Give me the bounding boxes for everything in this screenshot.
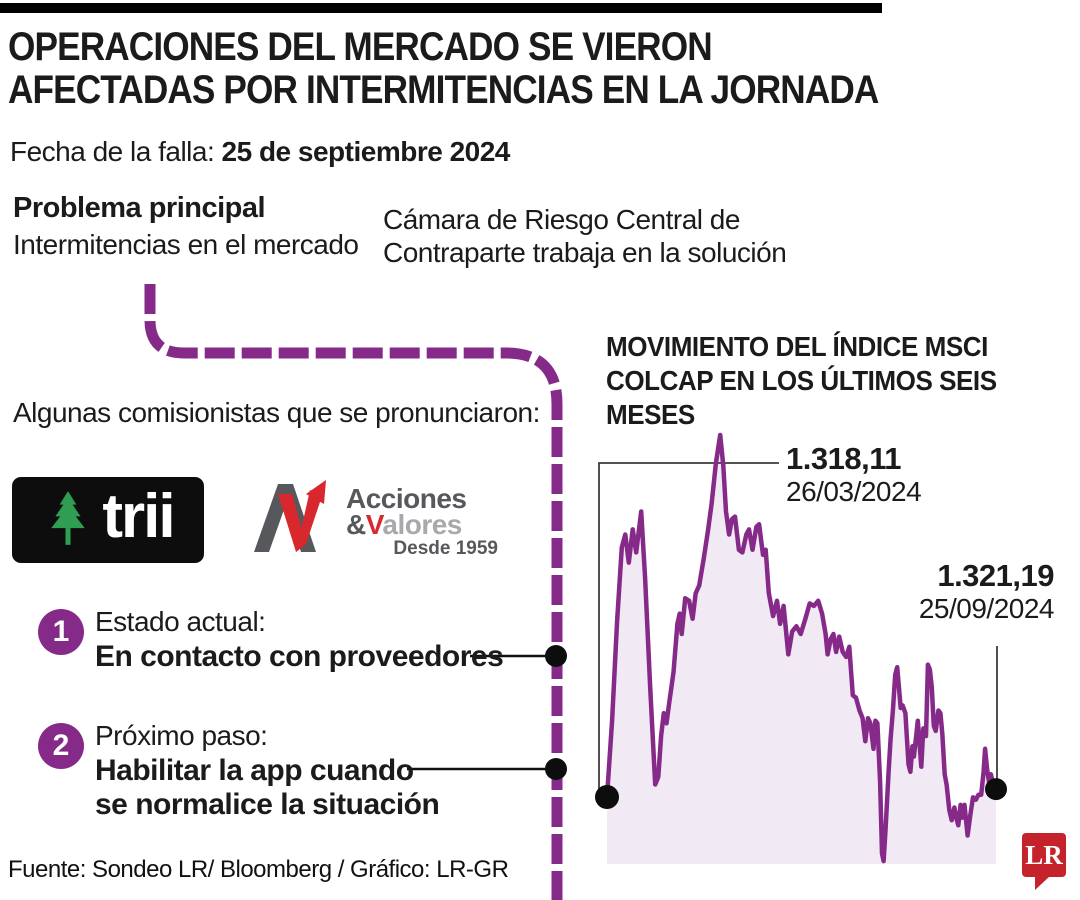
step1-detail: En contacto con proveedores — [95, 640, 504, 673]
chart-title-line2: COLCAP EN LOS ÚLTIMOS SEIS MESES — [606, 365, 997, 430]
problem-subtitle: Intermitencias en el mercado — [13, 229, 359, 260]
step2-connector-dot — [545, 758, 567, 780]
solution-note-line1: Cámara de Riesgo Central de — [383, 204, 740, 235]
step2-detail-line2: se normalice la situación — [95, 788, 440, 821]
chart-callout-start-value: 1.318,11 — [786, 441, 901, 476]
av-wordmark-top: Acciones — [346, 483, 467, 514]
step2-label: Próximo paso: — [95, 720, 268, 751]
solution-note — [383, 203, 786, 269]
source-credit: Fuente: Sondeo LR/ Bloomberg / Gráfico: LR-GR — [8, 856, 509, 883]
av-monogram-icon — [248, 478, 336, 561]
step1-connector-dot — [545, 645, 567, 667]
trii-logo — [12, 477, 204, 563]
top-bar — [0, 3, 882, 13]
trii-tree-icon — [42, 486, 94, 555]
chart-callout-end-value: 1.321,19 — [937, 558, 1054, 593]
trii-wordmark: trii — [102, 482, 174, 551]
chart-callout-end-date: 25/09/2024 — [918, 593, 1054, 624]
page-title — [8, 26, 906, 112]
brokers-heading: Algunas comisionistas que se pronunciaron: — [13, 397, 540, 428]
chart-callout-start — [786, 442, 921, 507]
step2-detail-line1: Habilitar la app cuando — [95, 754, 414, 787]
step1-label: Estado actual: — [95, 606, 266, 637]
step1-badge: 1 — [38, 609, 84, 655]
fail-date-label: Fecha de la falla: — [10, 136, 222, 167]
chart-title — [606, 330, 1015, 432]
page-title-line1: OPERACIONES DEL MERCADO SE VIERON — [8, 25, 712, 69]
fail-date — [10, 136, 510, 168]
solution-note-line2: Contraparte trabaja en la solución — [383, 237, 787, 268]
lr-logo — [1022, 833, 1066, 877]
fail-date-value: 25 de septiembre 2024 — [221, 136, 510, 167]
av-wordmark — [346, 478, 498, 560]
problem-title: Problema principal — [13, 192, 266, 224]
acciones-valores-logo — [248, 478, 498, 561]
av-since-label: Desde 1959 — [393, 538, 498, 559]
chart-title-line1: MOVIMIENTO DEL ÍNDICE MSCI — [606, 331, 988, 362]
lr-logo-text: LR — [1025, 839, 1063, 870]
chart-callout-end — [919, 559, 1054, 624]
chart-start-dot — [595, 785, 619, 809]
page-title-line2: AFECTADAS POR INTERMITENCIAS EN LA JORNADA — [8, 68, 879, 112]
chart-end-dot — [985, 778, 1007, 800]
av-wordmark-bottom: &Valores — [346, 509, 462, 540]
chart-callout-start-date: 26/03/2024 — [786, 476, 922, 507]
step2-badge: 2 — [38, 723, 84, 769]
